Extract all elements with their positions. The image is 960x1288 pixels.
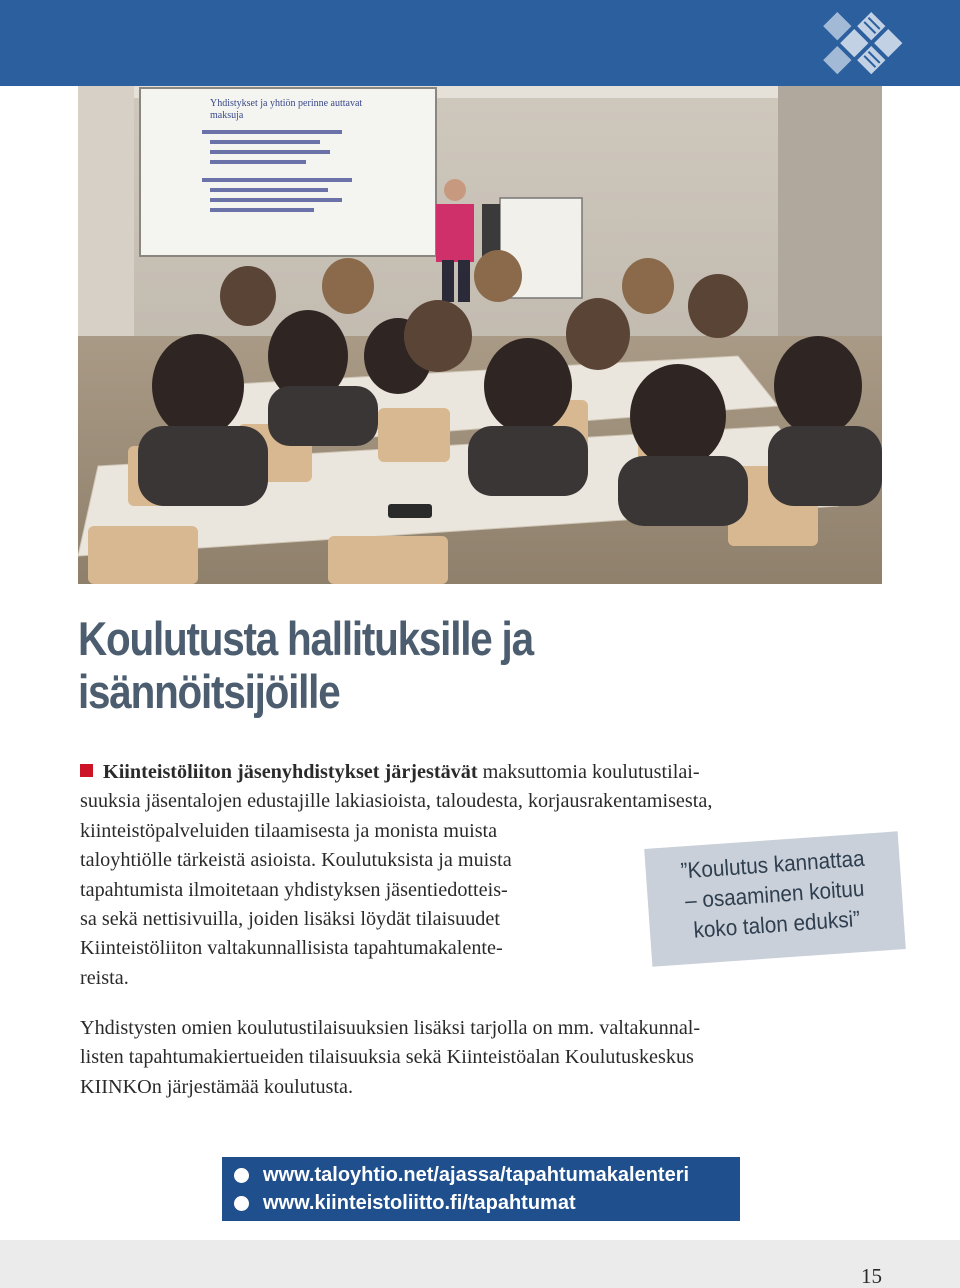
page-title: Koulutusta hallituksille ja isännöitsijöille	[78, 612, 533, 718]
link-item[interactable]	[234, 1161, 740, 1189]
links-box	[222, 1157, 740, 1221]
page-number: 15	[861, 1264, 882, 1288]
classroom-training-photo	[78, 86, 882, 584]
intro-paragraph: Kiinteistöliiton jäsenyhdistykset järjestävät maksuttomia koulutustilai- suuksia jäsentalojen edustajille lakiasioista, taloudesta, korjausrakentamisesta, kiinteistöpalveluiden tilaamisesta ja monista muista taloyhtiölle tärkeistä asioista. Koulutuksista ja muista tapahtumista ilmoitetaan yhdistyksen jäsentiedotteis- sa sekä nettisivuilla, joiden lisäksi löydät tilaisuudet Kiinteistöliiton valtakunnallisista tapahtumakalente- reista.	[80, 761, 713, 989]
projected-slide-title: Yhdistykset ja yhtiön perinne auttavat	[210, 98, 363, 109]
footer-bar	[0, 1240, 960, 1288]
projected-slide-subtitle: maksuja	[210, 110, 244, 121]
second-paragraph: Yhdistysten omien koulutustilaisuuksien lisäksi tarjolla on mm. valtakunnal- listen tapahtumakiertueiden tilaisuuksia sekä Kiinteistöalan Koulutuskeskus KIINKOn järjestämää koulutusta.	[80, 1017, 701, 1098]
bullet-dot-icon	[234, 1196, 249, 1211]
pull-quote: ”Koulutus kannattaa – osaaminen koituu koko talon eduksi”	[644, 831, 906, 966]
link-item[interactable]	[234, 1189, 740, 1217]
bullet-dot-icon	[234, 1168, 249, 1183]
square-bullet-icon	[80, 764, 93, 777]
events-link[interactable]: www.kiinteistoliitto.fi/tapahtumat	[263, 1191, 576, 1214]
event-calendar-link[interactable]: www.taloyhtio.net/ajassa/tapahtumakalenteri	[263, 1163, 690, 1186]
